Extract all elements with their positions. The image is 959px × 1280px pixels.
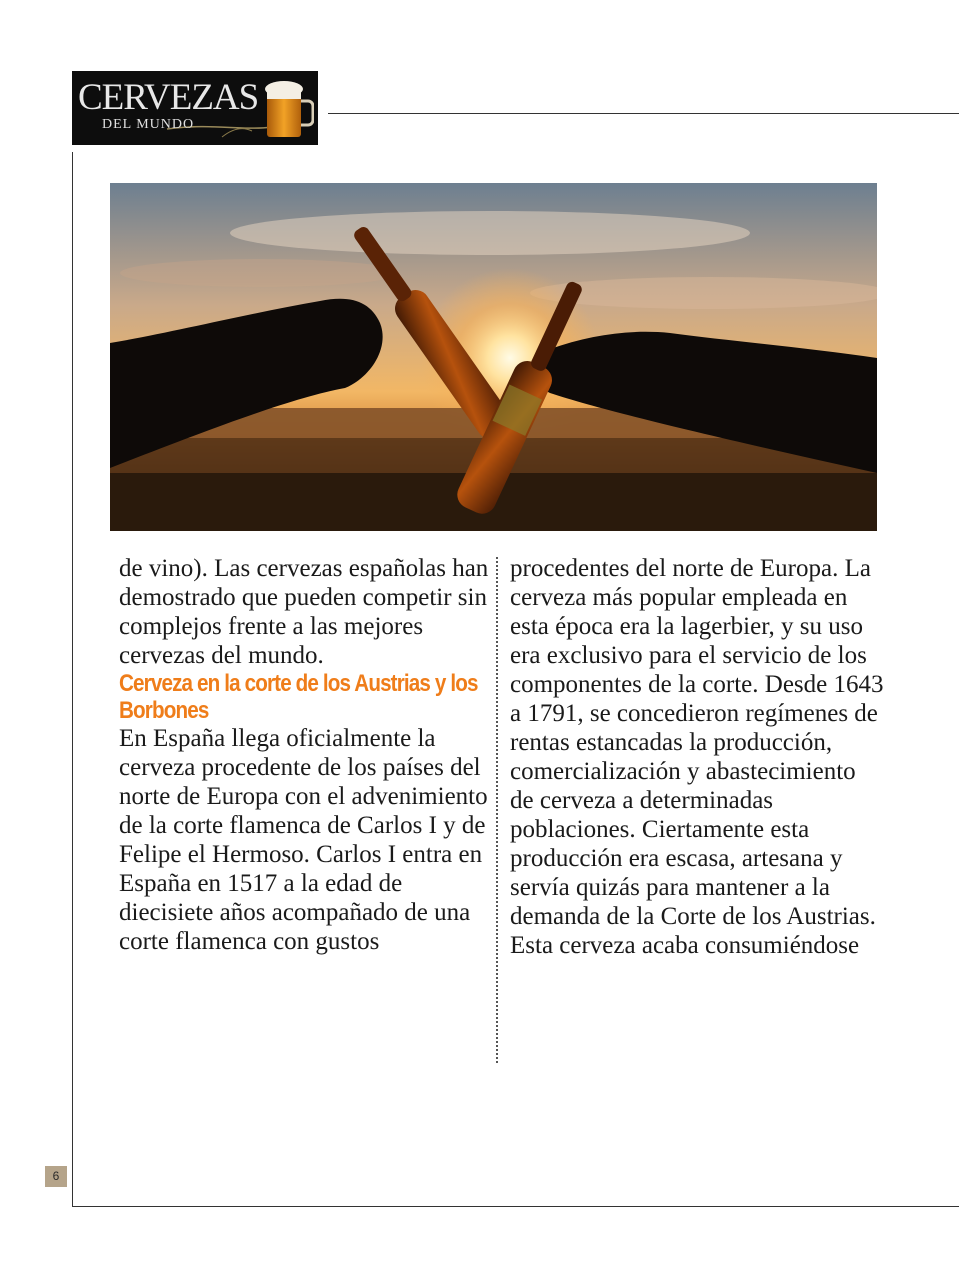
logo-subtitle: DEL MUNDO bbox=[102, 117, 195, 132]
header-rule bbox=[328, 113, 959, 114]
section-heading: Cerveza en la corte de los Austrias y los Borbones bbox=[119, 670, 478, 724]
column-divider bbox=[496, 557, 498, 1063]
page-number: 6 bbox=[45, 1166, 67, 1187]
left-body-paragraph: En España llega oficialmente la cerveza procedente de los países del norte de Europa con el advenimiento de la corte flamenca de Carlos I y de Felipe el Hermoso. Carlos I entra en España en 1517 a la edad de diecisiete años acompañado de una corte flamenca con gustos bbox=[119, 725, 488, 955]
right-column bbox=[510, 554, 885, 960]
beer-toast-photo bbox=[110, 183, 877, 531]
beer-mug-icon bbox=[262, 79, 314, 141]
beer-toast-sunset-icon bbox=[110, 183, 877, 531]
left-intro-paragraph: de vino). Las cervezas españolas han demostrado que pueden competir sin complejos frente a las mejores cervezas del mundo. bbox=[119, 555, 489, 669]
logo-title: CERVEZAS bbox=[78, 77, 259, 118]
right-body-paragraph: procedentes del norte de Europa. La cerveza más popular empleada en esta época era la lagerbier, y su uso era exclusivo para el servicio de los componentes de la corte. Desde 1643 a 1791, se concedieron regímenes de rentas estancadas la producción, comercialización y abastecimiento de cerveza a determinadas poblaciones. Ciertamente esta producción era escasa, artesana y servía quizás para mantener a la demanda de la Corte de los Austrias. Esta cerveza acaba consumiéndose bbox=[510, 555, 884, 959]
left-margin-rule bbox=[72, 152, 73, 1207]
left-column bbox=[119, 554, 489, 956]
magazine-logo bbox=[72, 71, 318, 145]
footer-rule bbox=[72, 1206, 959, 1207]
